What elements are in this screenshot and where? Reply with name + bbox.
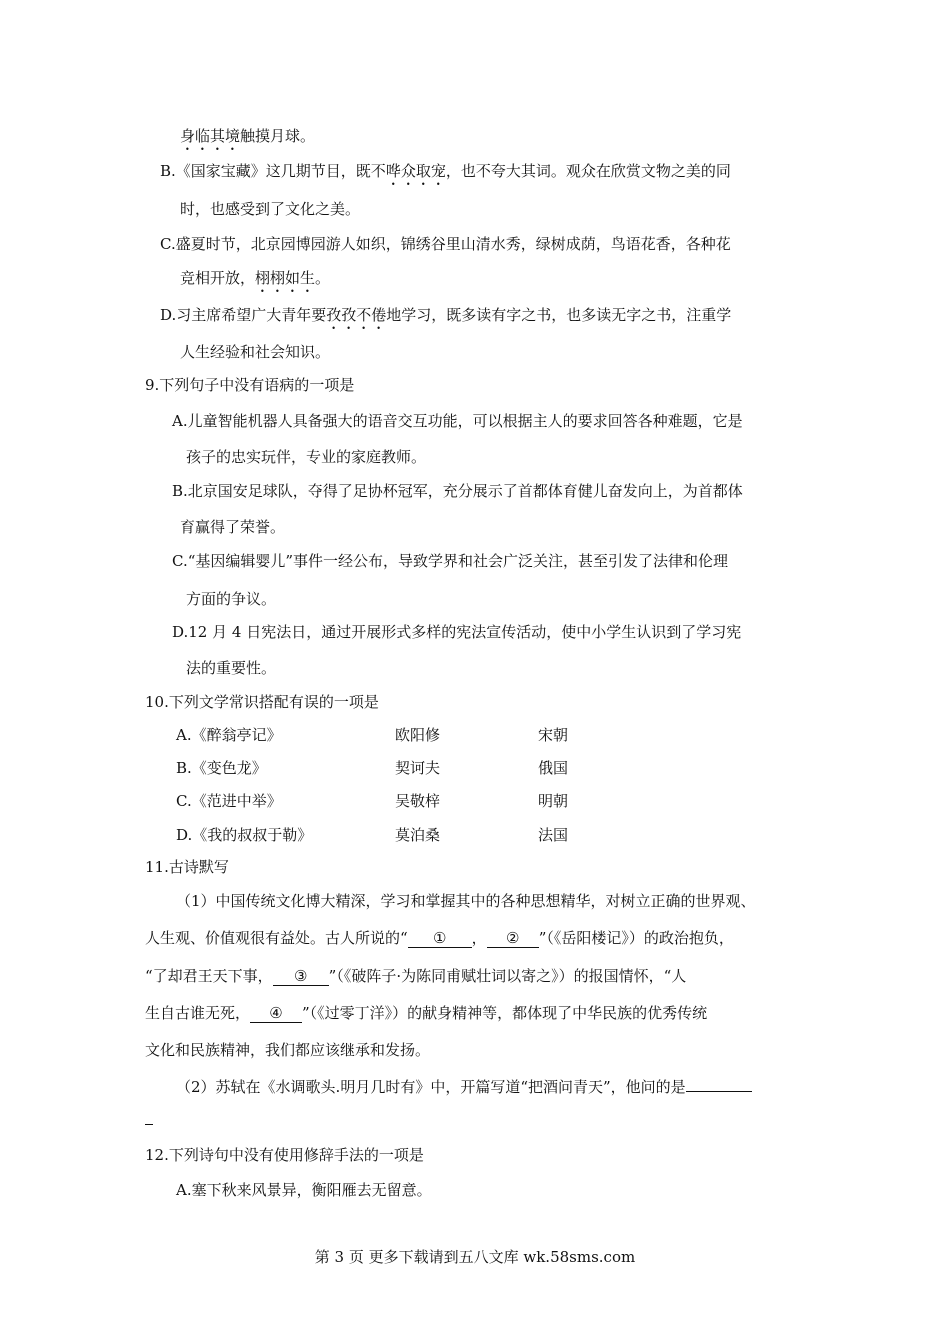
q10-stem: 10.下列文学常识搭配有误的一项是	[145, 693, 379, 711]
q9-option-a-continuation: 孩子的忠实玩伴，专业的家庭教师。	[186, 448, 427, 466]
q11-part2: （2）苏轼在《水调歌头.明月几时有》中，开篇写道“把酒问青天”，他问的是	[176, 1077, 752, 1097]
q9-option-a: A.儿童智能机器人具备强大的语音交互功能，可以根据主人的要求回答各种难题，它是	[172, 412, 743, 430]
q10-row-c: C.《范进中举》 吴敬梓 明朝	[176, 792, 569, 810]
answer-blank-continuation	[145, 1110, 153, 1130]
q11-part1-line5: 文化和民族精神，我们都应该继承和发扬。	[145, 1041, 431, 1059]
q8-option-d-continuation: 人生经验和社会知识。	[180, 343, 331, 361]
dotted-idiom: 栩栩如生	[255, 269, 316, 287]
q12-option-a: A.塞下秋来风景异，衡阳雁去无留意。	[176, 1181, 432, 1199]
q8-option-b: B.《国家宝藏》这几期节目，既不哗众取宠，也不夸大其词。观众在欣赏文物之美的同	[160, 162, 731, 180]
blank-2: ②	[487, 929, 539, 948]
blank-4: ④	[250, 1004, 302, 1023]
q11-part1-line3: “了却君王天下事， ③ ”（《破阵子·为陈同甫赋壮词以寄之》）的报国情怀，“人	[145, 967, 687, 985]
page-footer: 第 3 页 更多下载请到五八文库 wk.58sms.com	[314, 1248, 636, 1266]
q10-row-d: D.《我的叔叔于勒》 莫泊桑 法国	[176, 826, 569, 844]
q11-part1-line1: （1）中国传统文化博大精深，学习和掌握其中的各种思想精华，对树立正确的世界观、	[176, 892, 756, 910]
q9-option-c-continuation: 方面的争议。	[186, 590, 277, 608]
blank-3: ③	[273, 967, 329, 986]
q11-part1-line4: 生自古谁无死， ④ ”（《过零丁洋》）的献身精神等，都体现了中华民族的优秀传统	[145, 1004, 708, 1022]
q9-option-d: D.12 月 4 日宪法日，通过开展形式多样的宪法宣传活动，使中小学生认识到了学习宪	[172, 623, 742, 641]
answer-blank	[686, 1091, 752, 1092]
q9-option-d-continuation: 法的重要性。	[186, 659, 277, 677]
dotted-idiom: 哗众取宠	[385, 162, 446, 180]
q10-row-b: B.《变色龙》 契诃夫 俄国	[176, 759, 569, 777]
q8-option-d: D.习主席希望广大青年要孜孜不倦地学习，既多读有字之书，也多读无字之书，注重学	[160, 306, 732, 324]
q8-option-c-continuation: 竞相开放，栩栩如生。	[180, 269, 331, 287]
dotted-idiom: 孜孜不倦	[326, 306, 387, 324]
q9-option-c: C.“基因编辑婴儿”事件一经公布，导致学界和社会广泛关注，甚至引发了法律和伦理	[172, 552, 729, 570]
q8-option-a-continuation: 身临其境触摸月球。	[180, 127, 316, 145]
q9-stem: 9.下列句子中没有语病的一项是	[145, 376, 355, 394]
q11-part1-line2: 人生观、价值观很有益处。古人所说的“ ① ， ② ”（《岳阳楼记》）的政治抱负，	[145, 929, 734, 947]
q9-option-b-continuation: 育赢得了荣誉。	[180, 518, 286, 536]
q8-option-b-continuation: 时，也感受到了文化之美。	[180, 200, 361, 218]
q9-option-b: B.北京国安足球队，夺得了足协杯冠军，充分展示了首都体育健儿奋发向上，为首都体	[172, 482, 743, 500]
blank-1: ①	[408, 929, 472, 948]
q10-row-a: A.《醉翁亭记》 欧阳修 宋朝	[176, 726, 569, 744]
q8-option-c: C.盛夏时节，北京园博园游人如织，锦绣谷里山清水秀，绿树成荫，鸟语花香，各种花	[160, 235, 731, 253]
q11-stem: 11.古诗默写	[145, 858, 229, 876]
q12-stem: 12.下列诗句中没有使用修辞手法的一项是	[145, 1146, 424, 1164]
dotted-idiom: 身临其境	[180, 127, 241, 145]
